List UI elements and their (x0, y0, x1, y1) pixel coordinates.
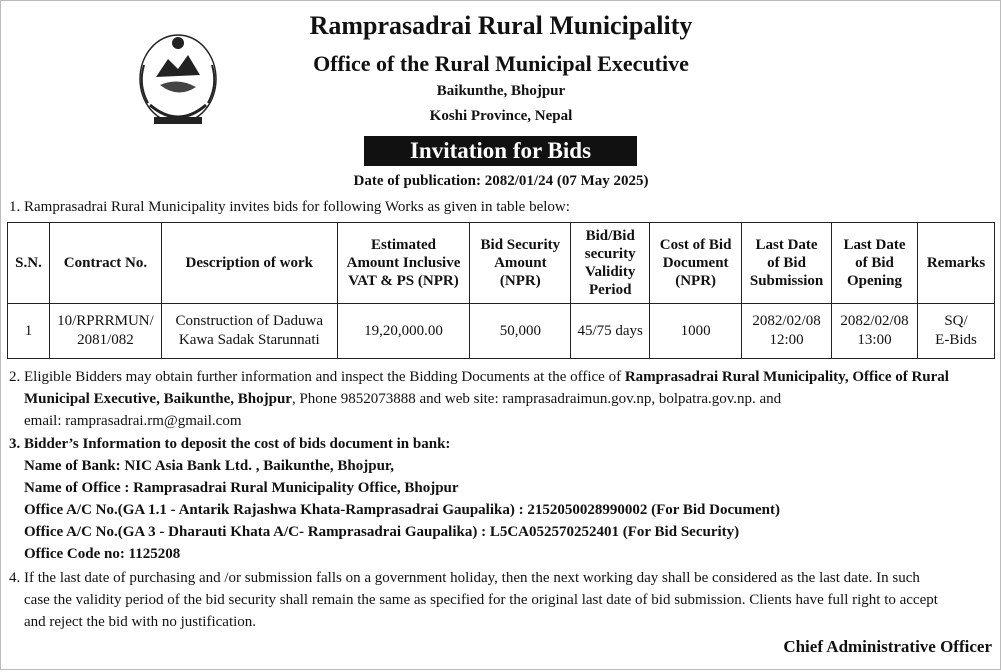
section-2-text: 2. Eligible Bidders may obtain further information and inspect the Bidding Documents at the office of Ramprasadrai Rural Municipality, Office of Rural Municipal Executive, Baikunthe, Bhojpur, Phone 9852073888 and web site: ramprasadraimun.gov.np, bolpatra.gov.np. and email: ramprasadrai.rm@gmail.com (9, 369, 949, 429)
header-validity: Bid/Bid security Validity Period (571, 223, 650, 304)
header-remarks: Remarks (917, 223, 994, 304)
cell-remarks: SQ/ E-Bids (917, 304, 994, 359)
cell-contract: 10/RPRRMUN/ 2081/082 (49, 304, 161, 359)
header-last-opening: Last Date of Bid Opening (832, 223, 918, 304)
header-estimate: Estimated Amount Inclusive VAT & PS (NPR) (337, 223, 470, 304)
municipality-title: Ramprasadrai Rural Municipality (309, 11, 693, 40)
office-title: Office of the Rural Municipal Executive (313, 51, 689, 76)
cell-cost: 1000 (650, 304, 742, 359)
section-3-bank-info: 3. Bidder’s Information to deposit the cost of bids document in bank: Name of Bank: NIC Asia Bank Ltd. , Baikunthe, Bhojpur, Name of Office : Ramprasadrai Rural Municipality Office, Bhojpur Office A/C No.(GA 1.1 - Antarik Rajashwa Khata-Ramprasadrai Gaupalika) : 2152050028990002 (For Bid Document) Office A/C No.(GA 3 - Dharauti Khata A/C- Ramprasadrai Gaupalika) : L5CA052570252401 (For Bid Security) Office Code no: 1125208 (9, 436, 780, 562)
publication-date: Date of publication: 2082/01/24 (07 May 2025) (353, 173, 649, 189)
cell-opening: 2082/02/08 13:00 (832, 304, 918, 359)
cell-sn: 1 (8, 304, 50, 359)
cell-submission: 2082/02/08 12:00 (742, 304, 832, 359)
contact-email: email: ramprasadrai.rm@gmail.com (24, 413, 242, 429)
cell-validity: 45/75 days (571, 304, 650, 359)
header-sn: S.N. (8, 223, 50, 304)
cell-description: Construction of Daduwa Kawa Sadak Starunnati (161, 304, 337, 359)
cell-estimate: 19,20,000.00 (337, 304, 470, 359)
header-cost: Cost of Bid Document (NPR) (650, 223, 742, 304)
section-4-text: 4. If the last date of purchasing and /or submission falls on a government holiday, then the next working day shall be considered as the last date. In such case the validity period of the bid security shall remain the same as specified for the original last date of bid submission. Clients have full right to accept and reject the bid with no justification. (9, 570, 938, 630)
address-line-1: Baikunthe, Bhojpur (436, 83, 566, 99)
signature-title: Chief Administrative Officer (783, 637, 992, 656)
invitation-banner: Invitation for Bids (364, 136, 637, 166)
bids-table (7, 222, 995, 359)
header-contract: Contract No. (49, 223, 161, 304)
cell-security: 50,000 (470, 304, 571, 359)
header-security: Bid Security Amount (NPR) (470, 223, 571, 304)
section-1-text: 1. Ramprasadrai Rural Municipality invites bids for following Works as given in table below: (9, 199, 570, 215)
header-last-submission: Last Date of Bid Submission (742, 223, 832, 304)
table-row (8, 304, 995, 359)
header-description: Description of work (161, 223, 337, 304)
address-line-2: Koshi Province, Nepal (429, 108, 573, 124)
table-header-row (8, 223, 995, 304)
